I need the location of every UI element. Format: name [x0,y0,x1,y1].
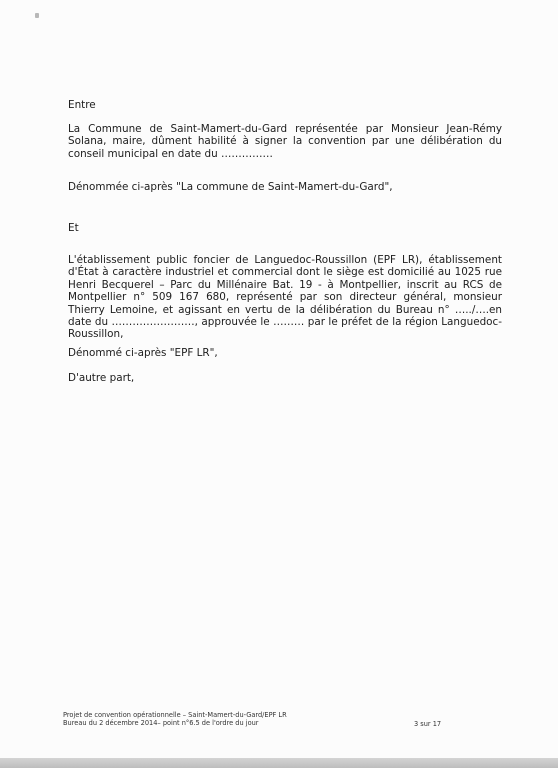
paragraph-denomme-epf: Dénommé ci-après "EPF LR", [68,347,218,359]
scan-bottom-edge [0,758,558,768]
paragraph-et: Et [68,222,79,234]
footer-reference [63,711,287,728]
paragraph-commune: La Commune de Saint-Mamert-du-Gard représentée par Monsieur Jean-Rémy Solana, maire, dûment habilité à signer la convention par une délibération du conseil municipal en date du …………… [68,123,502,160]
paragraph-autre-part: D'autre part, [68,372,135,384]
paragraph-denommee-commune: Dénommée ci-après "La commune de Saint-Mamert-du-Gard", [68,181,393,193]
scan-mark [35,13,39,18]
paragraph-epf: L'établissement public foncier de Languedoc-Roussillon (EPF LR), établissement d'État à caractère industriel et commercial dont le siège est domicilié au 1025 rue Henri Becquerel – Parc du Millénaire Bat. 19 - à Montpellier, inscrit au RCS de Montpellier n° 509 167 680, représenté par son directeur général, monsieur Thierry Lemoine, et agissant en vertu de la délibération du Bureau n° …../….en date du ……………………, approuvée le ……… par le préfet de la région Languedoc-Roussillon, [68,254,502,341]
footer-line-1: Projet de convention opérationnelle – Saint-Mamert-du-Gard/EPF LR [63,711,287,719]
page-number: 3 sur 17 [414,720,442,728]
paragraph-entre: Entre [68,99,96,111]
footer-line-2: Bureau du 2 décembre 2014– point n°6.5 de l'ordre du jour [63,719,259,728]
